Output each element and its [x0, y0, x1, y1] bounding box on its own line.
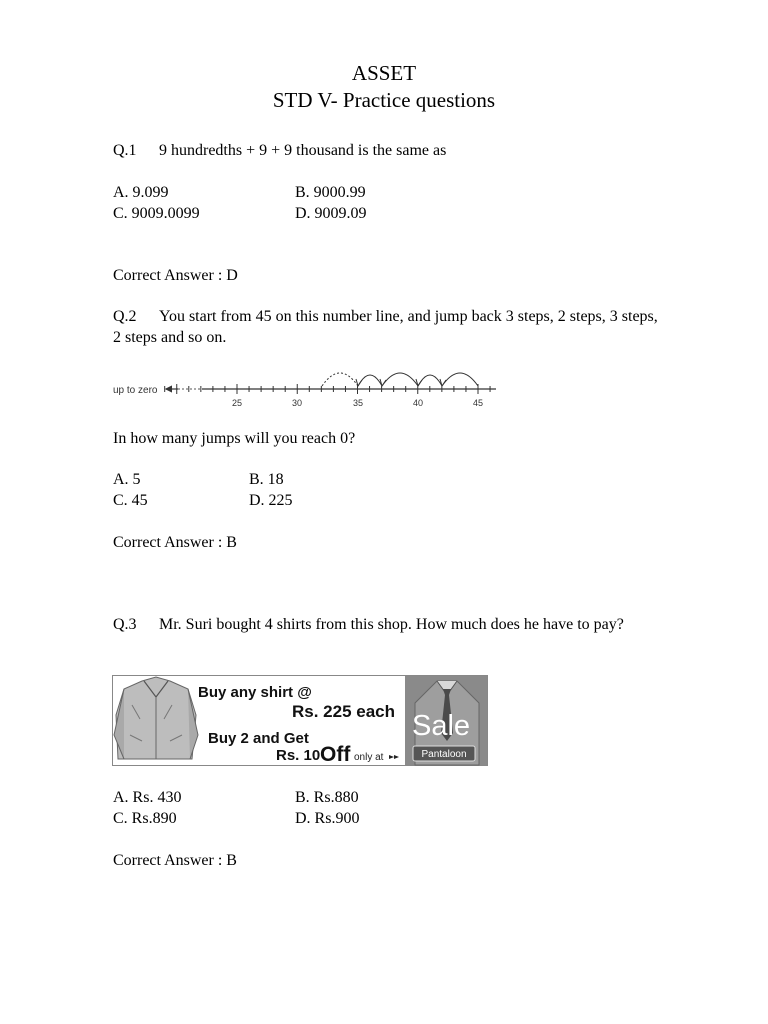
- correct-answer: Correct Answer : D: [113, 267, 238, 284]
- brand-name: Pantaloon: [421, 749, 467, 760]
- option-a: A. 9.099: [113, 184, 169, 201]
- question-text: You start from 45 on this number line, and jump back 3 steps, 2 steps, 3 steps, 2 steps and so on.: [113, 308, 658, 346]
- question-text: 9 hundredths + 9 + 9 thousand is the same as: [159, 142, 447, 159]
- ad-line-3: Buy 2 and Get: [208, 730, 309, 747]
- arrow-label: up to zero: [113, 385, 158, 396]
- question-number: Q.3: [113, 616, 137, 633]
- option-b: B. Rs.880: [295, 789, 359, 806]
- option-a: A. 5: [113, 471, 141, 488]
- jump-arc: [442, 373, 478, 386]
- ad-line-4-price: Rs. 10: [276, 747, 321, 764]
- option-a: A. Rs. 430: [113, 789, 182, 806]
- tick-label-25: 25: [231, 398, 243, 408]
- question-3: [113, 614, 658, 635]
- option-c: C. 45: [113, 492, 148, 509]
- ad-only-at: only at: [354, 752, 384, 763]
- option-d: D. 9009.09: [295, 205, 367, 222]
- correct-answer: Correct Answer : B: [113, 534, 237, 551]
- shirt-ad-image: [112, 675, 488, 766]
- option-c: C. 9009.0099: [113, 205, 200, 222]
- number-line-figure: [108, 360, 508, 412]
- jump-arc: [322, 373, 358, 386]
- tick-label-30: 30: [291, 398, 303, 408]
- question-number: Q.2: [113, 308, 137, 325]
- ad-line-2: Rs. 225 each: [292, 702, 396, 721]
- jacket-illustration: [114, 677, 198, 759]
- sale-text: Sale: [412, 710, 471, 742]
- option-c: C. Rs.890: [113, 810, 177, 827]
- question-2-followup: In how many jumps will you reach 0?: [113, 430, 356, 447]
- option-b: B. 9000.99: [295, 184, 366, 201]
- jump-arc: [382, 373, 418, 386]
- question-text: Mr. Suri bought 4 shirts from this shop. How much does he have to pay?: [159, 616, 624, 633]
- tick-label-45: 45: [472, 398, 484, 408]
- option-b: B. 18: [249, 471, 284, 488]
- tick-label-40: 40: [412, 398, 424, 408]
- question-2: [113, 306, 658, 348]
- document-title: ASSET: [351, 61, 417, 85]
- question-number: Q.1: [113, 142, 137, 159]
- question-1: [113, 140, 446, 161]
- correct-answer: Correct Answer : B: [113, 852, 237, 869]
- ad-line-1: Buy any shirt @: [198, 684, 312, 701]
- document-subtitle: STD V- Practice questions: [272, 88, 496, 112]
- option-d: D. Rs.900: [295, 810, 360, 827]
- ad-line-4-off: Off: [320, 743, 351, 766]
- option-d: D. 225: [249, 492, 293, 509]
- tick-label-35: 35: [352, 398, 364, 408]
